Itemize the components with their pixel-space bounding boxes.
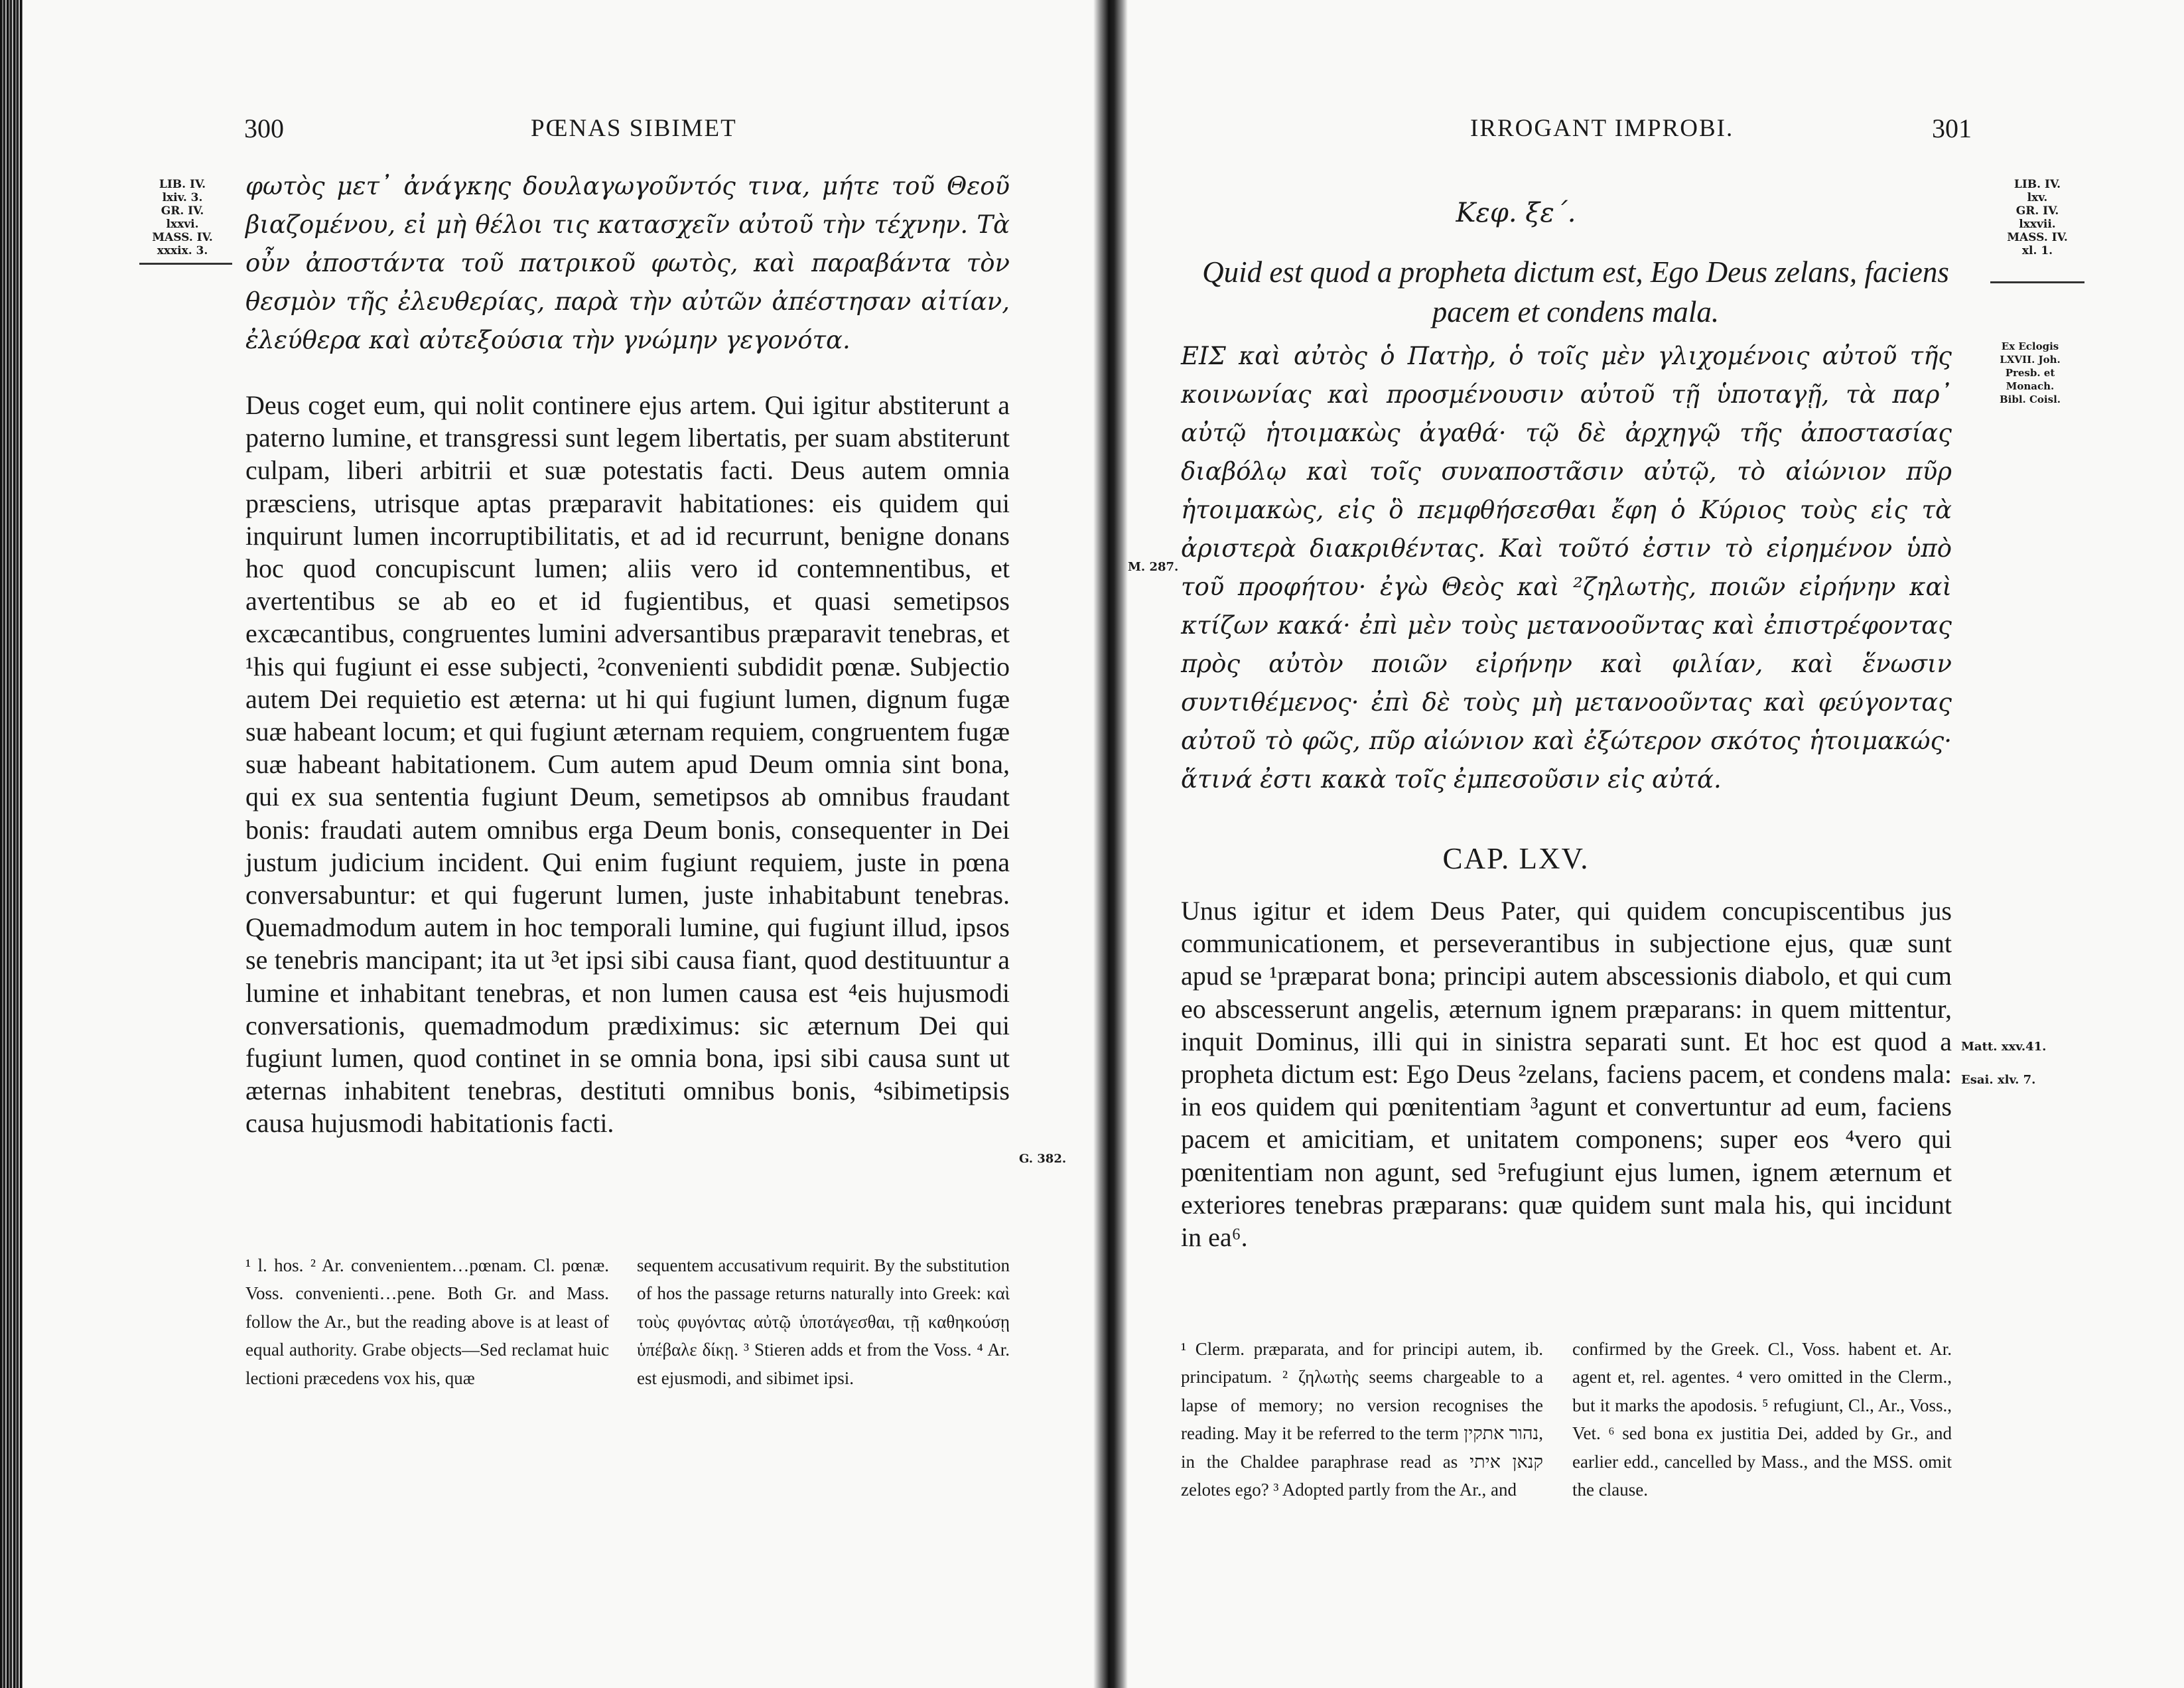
footnotes-left-col1: ¹ l. hos. ² Ar. convenientem…pœnam. Cl. pœnæ. Voss. convenienti…pene. Both Gr. and Mass. follow the Ar., but the reading above is at least of equal authority. Grabe objects—Sed reclamat huic lectioni præcedens vox his, quæ [245,1255,609,1388]
latin-text-left: Deus coget eum, qui nolit continere ejus artem. Qui igitur abstiterunt a paterno lumine, et transgressi sunt legem libertatis, per suam abstiterunt culpam, liberi arbitrii et suæ potestatis facti. Deus autem omnia præsciens, utrisque aptas præparavit habitationes: eis quidem qui inquirunt lumen incorruptibilitatis, et ad id recurrunt, benigne donans hoc quod concupiscunt lumen; aliis vero id contemnentibus, et avertentibus se ab eo et id fugientibus, et quasi semetipsos excæcantibus, congruentes lumini adversantibus præparavit tenebras, et ¹his qui fugiunt ei esse subjecti, ²convenienti subdidit pœnæ. Subjectio autem Dei requietio est æterna: ut hi qui fugiunt lumen, dignum fugæ suæ habeant locum; et qui fugiunt æternam requiem, congruentem fugæ suæ habeant habitationem. Cum autem apud Deum omnia sint bona, qui ex sua sententia fugiunt Deum, semetipsos ab omnibus fraudant bonis: fraudati autem omnibus erga Deum bonis, consequenter in Dei justum judicium incident. Qui enim fugiunt requiem, juste in pœna conversabuntur: et qui fugerunt lumen, juste inhabitabunt tenebras. Quemadmodum autem in hoc temporali lumine, qui fugiunt illud, ipsos se tenebris mancipant; ita ut ³et ipsi sibi causa fiant, quod destituuntur a lumine et inhabitant tenebras, et non lumen causa est ⁴eis hujusmodi conversationis, quemadmodum prædiximus: sic æternum Dei qui fugiunt lumen, quod continet in se omnia bona, ipsi sibi causa sunt ut æternas inhabitent tenebras, destituti omnibus bonis, ⁴sibimetipsis causa hujusmodi habitationis facti. [245,390,1010,1139]
sidenote-line: LIB. IV. [2013,178,2061,191]
sidenote-line: MASS. IV. [2007,231,2068,244]
sidenote-line: LXVII. Joh. [2000,354,2061,366]
chapter-title: Quid est quod a propheta dictum est, Ego Deus zelans, faciens pacem et condens mala. [1202,255,1949,328]
sidenote-rule [139,263,232,265]
footnotes-left-col2: sequentem accusativum requirit. By the substitution of hos the passage returns naturally into Greek: καὶ τοὺς φυγόντας αὐτῷ ὑποτάγεσθαι, τῇ καθηκούσῃ ὑπέβαλε δίκῃ. ³ Stieren adds et from the Voss. ⁴ Ar. est ejusmodi, and sibimet ipsi. [637,1255,1010,1388]
page-number-left: 300 [244,113,284,143]
margin-ref-matt: Matt. xxv.41. [1961,1040,2047,1054]
footnotes-right-col1: ¹ Clerm. præparata, and for principi autem, ib. principatum. ² ζηλωτὴς seems chargeable to a lapse of memory; no version recognises the reading. May it be referred to the term נהור אתקין, in the Chaldee paraphrase read as קנאן איתי zelotes ego? ³ Adopted partly from the Ar., and [1181,1339,1544,1500]
sidenote-line: lxiv. 3. [162,191,203,204]
sidenote-line: Monach. [2006,380,2055,392]
page-edge [0,0,23,1688]
latin-text-right: Unus igitur et idem Deus Pater, qui quidem concupiscentibus jus communicationem, et perseverantibus in subjectione ejus, quæ sunt apud se ¹præparat bona; principi autem abscessionis diabolo, et qui cum eo abscesserunt angelis, æternum ignem præparans: in quem mittentur, inquit Dominus, illi qui in sinistra separati sunt. Et hoc est quod a propheta dictum est: Ego Deus ²zelans, faciens pacem, et condens mala: in eos quidem qui pœnitentiam ³agunt et convertuntur ad eum, faciens pacem et amicitiam, et unitatem componens; super eos ⁴vero qui pœnitentiam non agunt, sed ⁵refugiunt ejus lumen, ignem æternum et exteriores tenebras præparans: quæ quidem sunt mala his, qui incidunt in ea⁶. [1181,896,1952,1253]
page-number-right: 301 [1932,113,1972,143]
sidenote-line: LIB. IV. [159,178,206,191]
sidenote-line: lxxvii. [2019,218,2056,231]
chapter-number-greek: Κεφ. ξε΄. [1456,198,1576,228]
sidenote-line: Ex Eclogis [2001,340,2059,352]
sidenote-line: lxxvi. [166,218,199,231]
sidenote-right [1988,178,2087,257]
margin-ref-m287: M. 287. [1128,560,1179,574]
sidenote-line: xl. 1. [2021,244,2053,257]
sidenote-line: xxxix. 3. [157,244,208,257]
running-head-right: IRROGANT IMPROBI. [1470,115,1734,142]
sidenote-line: GR. IV. [161,204,204,218]
margin-ref-esai: Esai. xlv. 7. [1961,1073,2036,1087]
sidenote-line: MASS. IV. [152,231,213,244]
greek-text-left: φωτὸς μετ᾽ ἀνάγκης δουλαγωγοῦντός τινα, μήτε τοῦ Θεοῦ βιαζομένου, εἰ μὴ θέλοι τις κατασχεῖν αὐτοῦ τὴν τέχνην. Τὰ οὖν ἀποστάντα τοῦ πατρικοῦ φωτὸς, καὶ παραβάντα τὸν θεσμὸν τῆς ἐλευθερίας, παρὰ τὴν αὐτῶν ἀπέστησαν αἰτίαν, ἐλεύθερα καὶ αὐτεξούσια τὴν γνώμην γεγονότα. [245,172,1010,354]
sidenote-rule [1990,281,2084,283]
sidenote-left [139,178,226,257]
right-page [1128,0,2184,1688]
book-gutter [1093,0,1128,1688]
cap-heading: CAP. LXV. [1442,842,1590,875]
greek-text-right: ΕΙΣ καὶ αὐτὸς ὁ Πατὴρ, ὁ τοῖς μὲν γλιχομένοις αὐτοῦ τῆς κοινωνίας καὶ προσμένουσιν αὐτοῦ τῇ ὑποταγῇ, τὰ παρ᾽ αὐτῷ ἡτοιμακὼς ἀγαθά· τῷ δὲ ἀρχηγῷ τῆς ἀποστασίας διαβόλῳ καὶ τοῖς συναποστᾶσιν αὐτῷ, τὸ αἰώνιον πῦρ ἡτοιμακὼς, εἰς ὃ πεμφθήσεσθαι ἔφη ὁ Κύριος τοὺς εἰς τὰ ἀριστερὰ διακριθέντας. Καὶ τοῦτό ἐστιν τὸ εἰρημένον ὑπὸ τοῦ προφήτου· ἐγὼ Θεὸς καὶ ²ζηλωτὴς, ποιῶν εἰρήνην καὶ κτίζων κακά· ἐπὶ μὲν τοὺς μετανοοῦντας καὶ ἐπιστρέφοντας πρὸς αὐτὸν ποιῶν εἰρήνην καὶ φιλίαν, καὶ ἕνωσιν συντιθέμενος· ἐπὶ δὲ τοὺς μὴ μετανοοῦντας καὶ φεύγοντας αὐτοῦ τὸ φῶς, πῦρ αἰώνιον καὶ ἐξώτερον σκότος ἡτοιμακώς· ἅτινά ἐστι κακὰ τοῖς ἐμπεσοῦσιν εἰς αὐτά. [1181,342,1952,794]
margin-ref-g382: G. 382. [1019,1152,1067,1166]
sidenote-line: GR. IV. [2015,204,2059,218]
sidenote-line: lxv. [2027,191,2048,204]
sidenote-line: Bibl. Coisl. [1999,393,2061,405]
sidenote-line: Presb. et [2005,367,2055,379]
greek-source-sidenote [1984,340,2077,406]
footnotes-right-col2: confirmed by the Greek. Cl., Voss. habent et. Ar. agent et, rel. agentes. ⁴ vero omitted in the Clerm., but it marks the apodosis. ⁵ refugiunt, Cl., Ar., Voss., Vet. ⁶ sed bona ex justitia Dei, added by Gr., and earlier edd., cancelled by Mass., and the MSS. omit the clause. [1572,1339,1952,1500]
running-head-left: PŒNAS SIBIMET [531,115,737,142]
